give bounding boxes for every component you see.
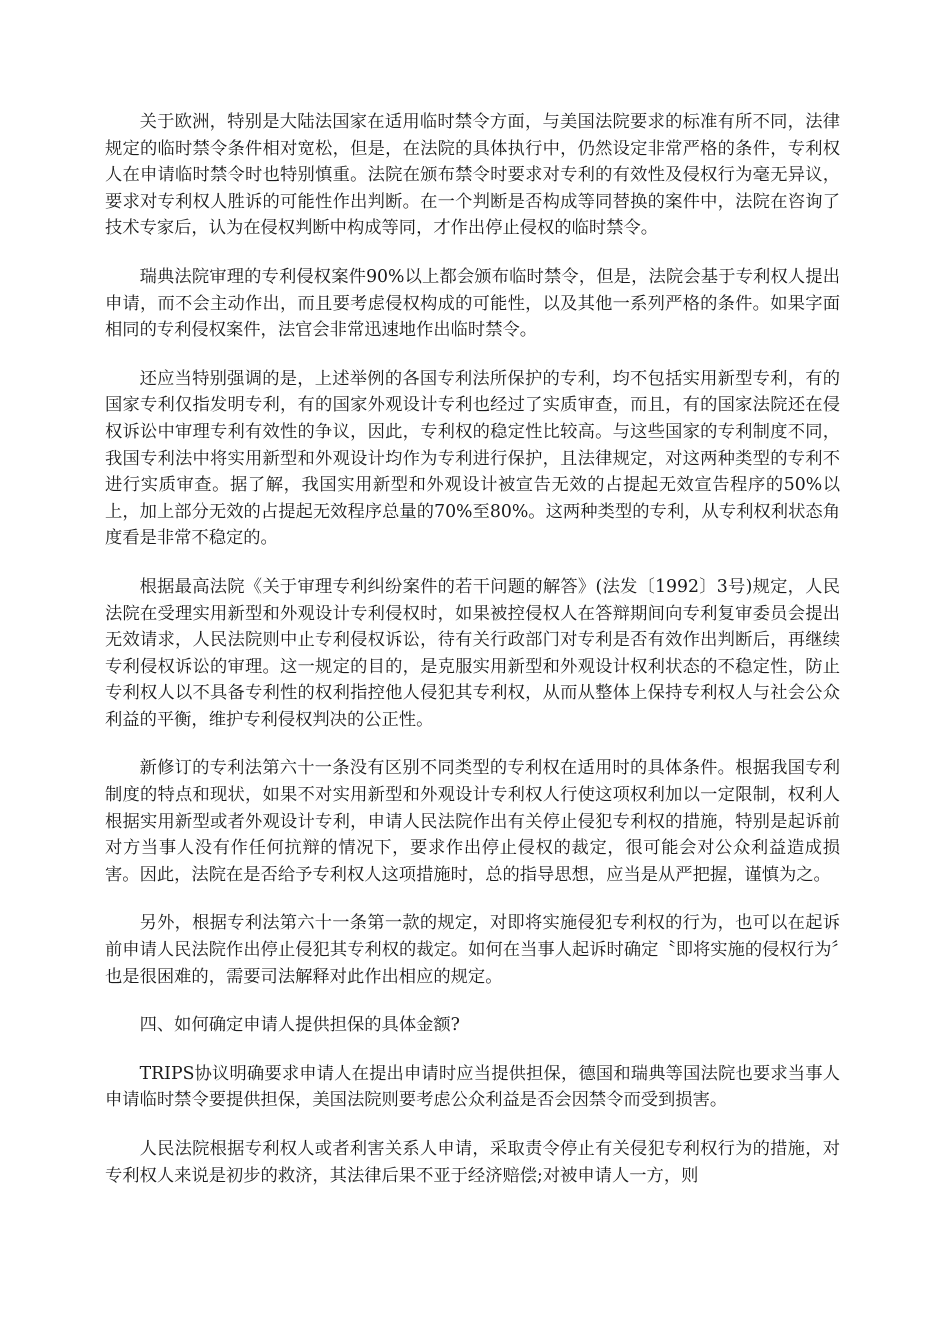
paragraph-trips-guarantee: TRIPS协议明确要求申请人在提出申请时应当提供担保，德国和瑞典等国法院也要求当事人申请临时禁令要提供担保，美国法院则要考虑公众利益是否会因禁令而受到损害。: [105, 1063, 840, 1111]
paragraph-sweden-court: 瑞典法院审理的专利侵权案件90%以上都会颁布临时禁令，但是，法院会基于专利权人提出申请，而不会主动作出，而且要考虑侵权构成的可能性，以及其他一系列严格的条件。如果字面相同的专利侵权案件，法官会非常迅速地作出临时禁令。: [105, 266, 840, 341]
document-body: [105, 109, 840, 1211]
paragraph-europe-injunction: 关于欧洲，特别是大陆法国家在适用临时禁令方面，与美国法院要求的标准有所不同，法律规定的临时禁令条件相对宽松，但是，在法院的具体执行中，仍然设定非常严格的条件，专利权人在申请临时禁令时也特别慎重。法院在颁布禁令时要求对专利的有效性及侵权行为毫无异议，要求对专利权人胜诉的可能性作出判断。在一个判断是否构成等同替换的案件中，法院在咨询了技术专家后，认为在侵权判断中构成等同，才作出停止侵权的临时禁令。: [105, 112, 840, 239]
paragraph-supreme-court-rule: 根据最高法院《关于审理专利纠纷案件的若干问题的解答》(法发〔1992〕3号)规定，人民法院在受理实用新型和外观设计专利侵权时，如果被控侵权人在答辩期间向专利复审委员会提出无效请求，人民法院则中止专利侵权诉讼，待有关行政部门对专利是否有效作出判断后，再继续专利侵权诉讼的审理。这一规定的目的，是克服实用新型和外观设计权利状态的不稳定性，防止专利权人以不具备专利性的权利指控他人侵犯其专利权，从而从整体上保持专利权人与社会公众利益的平衡，维护专利侵权判决的公正性。: [105, 576, 840, 730]
paragraph-pre-suit-injunction: 另外，根据专利法第六十一条第一款的规定，对即将实施侵犯专利权的行为，也可以在起诉前申请人民法院作出停止侵犯其专利权的裁定。如何在当事人起诉时确定〝即将实施的侵权行为〞也是很困难的，需要司法解释对此作出相应的规定。: [105, 913, 840, 987]
paragraph-patent-stability: 还应当特别强调的是，上述举例的各国专利法所保护的专利，均不包括实用新型专利，有的国家专利仅指发明专利，有的国家外观设计专利也经过了实质审查，而且，有的国家法院还在侵权诉讼中审理专利有效性的争议，因此，专利权的稳定性比较高。与这些国家的专利制度不同，我国专利法中将实用新型和外观设计均作为专利进行保护，且法律规定，对这两种类型的专利不进行实质审查。据了解，我国实用新型和外观设计被宣告无效的占提起无效宣告程序的50%以上，加上部分无效的占提起无效程序总量的70%至80%。这两种类型的专利，从专利权利状态角度看是非常不稳定的。: [105, 368, 840, 549]
paragraph-article-61: 新修订的专利法第六十一条没有区别不同类型的专利权在适用时的具体条件。根据我国专利制度的特点和现状，如果不对实用新型和外观设计专利权人行使这项权利加以一定限制，权利人根据实用新型或者外观设计专利，申请人民法院作出有关停止侵犯专利权的措施，特别是起诉前对方当事人没有作任何抗辩的情况下，要求作出停止侵权的裁定，很可能会对公众利益造成损害。因此，法院在是否给予专利权人这项措施时，总的指导思想，应当是从严把握，谨慎为之。: [105, 758, 840, 885]
section-heading-guarantee: 四、如何确定申请人提供担保的具体金额?: [139, 1015, 460, 1036]
paragraph-court-measures: 人民法院根据专利权人或者利害关系人申请，采取责令停止有关侵犯专利权行为的措施，对专利权人来说是初步的救济，其法律后果不亚于经济赔偿;对被申请人一方，则: [105, 1139, 840, 1186]
